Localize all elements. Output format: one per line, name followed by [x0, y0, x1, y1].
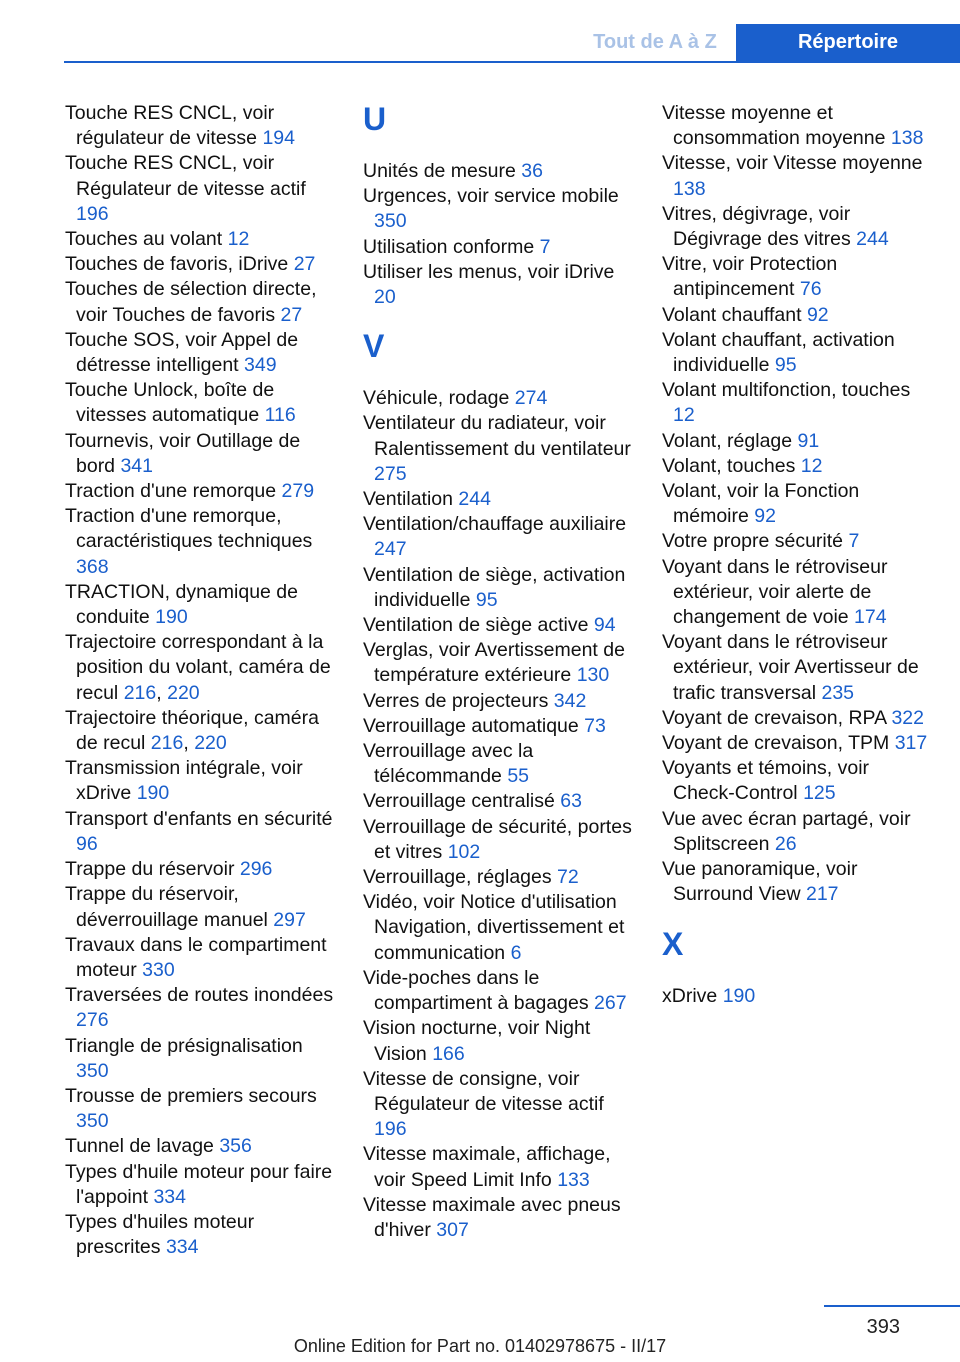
- index-entry-text: Volant multifonction, touches: [662, 379, 911, 402]
- index-entry-text: Ventilation/chauffage auxiliaire: [363, 513, 627, 536]
- index-entry: [662, 706, 934, 731]
- index-entry-text: Ventilation de siège, activation individuelle: [363, 563, 626, 611]
- page-reference-link[interactable]: 63: [560, 790, 582, 813]
- page-reference-link[interactable]: 334: [153, 1185, 186, 1208]
- page-reference-link[interactable]: 276: [76, 1009, 109, 1032]
- section-letter: V: [363, 328, 385, 365]
- index-entry: [65, 277, 337, 327]
- index-entry-text: Tournevis, voir Outillage de bord: [65, 429, 301, 477]
- index-entry: [65, 328, 337, 378]
- page-reference-link[interactable]: 190: [136, 782, 170, 805]
- index-entry: [662, 378, 934, 428]
- index-entry: [363, 890, 635, 966]
- page-reference-link[interactable]: 279: [281, 480, 315, 503]
- page-reference-link[interactable]: 27: [293, 253, 316, 276]
- index-entry-text: Verrouillage de sécurité, portes et vitres: [363, 815, 632, 863]
- index-entry-text: Unités de mesure: [363, 160, 516, 182]
- index-entry-text: Vitesse maximale, affichage, voir Speed Limit Info: [363, 1143, 611, 1191]
- page-reference-link[interactable]: 138: [890, 127, 924, 150]
- page-reference-link[interactable]: 317: [894, 732, 928, 755]
- page-reference-link[interactable]: 92: [754, 505, 776, 528]
- index-entry: [363, 789, 635, 814]
- index-entry-text: Votre propre sécurité: [662, 530, 844, 553]
- index-entry-text: Volant chauffant: [662, 303, 802, 326]
- index-entry-text: xDrive: [662, 984, 718, 1007]
- page-reference-link[interactable]: 322: [891, 706, 924, 729]
- index-entry: [65, 756, 337, 806]
- index-entry: [662, 630, 934, 706]
- index-entry-text: Transmission intégrale, voir xDrive: [65, 757, 303, 805]
- index-entry-text: Voyant dans le rétroviseur extérieur, voir Avertisseur de trafic transversal: [662, 631, 919, 704]
- section-spacer: [363, 310, 635, 328]
- index-entry: [662, 555, 934, 631]
- header-section-tab: Tout de A à Z: [593, 31, 717, 53]
- index-entry: [65, 1084, 337, 1134]
- page-reference-link[interactable]: 12: [673, 404, 695, 427]
- index-entry: [662, 857, 934, 907]
- page-reference-link[interactable]: 26: [774, 832, 797, 855]
- page-reference-link[interactable]: 350: [374, 210, 407, 233]
- index-entry: [65, 151, 337, 227]
- section-letter: X: [662, 925, 684, 962]
- index-entry-text: Ventilation: [363, 488, 453, 511]
- page-reference-link[interactable]: 307: [436, 1218, 469, 1241]
- index-entry: [363, 966, 635, 1016]
- page-reference-link[interactable]: 94: [593, 614, 616, 637]
- index-entry: [65, 429, 337, 479]
- page-reference-link[interactable]: 330: [142, 958, 175, 981]
- page-reference-link[interactable]: 92: [806, 303, 829, 326]
- index-entry-text: Traversées de routes inondées: [65, 984, 334, 1007]
- section-spacer: [363, 368, 635, 386]
- page-reference-link[interactable]: 216: [123, 681, 157, 704]
- index-entry: [662, 252, 934, 302]
- index-column-1: [65, 101, 337, 1260]
- index-entry: [662, 328, 934, 378]
- index-entry: [363, 159, 635, 184]
- index-entry: [662, 756, 934, 806]
- index-entry-text: Vitre, voir Protection antipincement: [662, 253, 838, 301]
- index-entry: [363, 689, 635, 714]
- index-entry: [65, 479, 337, 504]
- index-entry-text: Verrouillage, réglages: [363, 866, 552, 889]
- index-entry: [65, 807, 337, 857]
- page-reference-link[interactable]: 55: [507, 765, 530, 788]
- index-entry-text: Vide-poches dans le compartiment à bagages: [363, 966, 589, 1015]
- page-reference-link[interactable]: 27: [280, 303, 303, 326]
- index-entry-text: Utiliser les menus, voir iDrive: [363, 260, 615, 283]
- index-entry-text: Volant, touches: [662, 454, 796, 477]
- index-entry: [662, 984, 934, 1009]
- index-entry: [662, 807, 934, 857]
- index-entry: [363, 512, 635, 562]
- page-reference-link[interactable]: 349: [244, 354, 277, 377]
- page-reference-link[interactable]: 96: [76, 832, 98, 855]
- index-entry: [65, 504, 337, 580]
- index-column-3: [662, 101, 934, 1009]
- page-reference-link[interactable]: 334: [165, 1236, 199, 1259]
- index-entry-text: Verrouillage automatique: [363, 714, 579, 737]
- index-entry-text: Transport d'enfants en sécurité: [65, 807, 333, 830]
- index-entry: [363, 1067, 635, 1143]
- index-entry-text: Voyant de crevaison, TPM: [662, 732, 890, 755]
- section-spacer: [662, 908, 934, 926]
- index-entry-text: Verrouillage centralisé: [363, 790, 555, 813]
- page-reference-link[interactable]: 72: [557, 866, 579, 889]
- footer-edition-text: Online Edition for Part no. 01402978675 - II/17: [293, 1336, 667, 1356]
- index-entry-text: Touche SOS, voir Appel de détresse intelligent: [65, 328, 299, 377]
- index-entry: [65, 227, 337, 252]
- page-reference-link[interactable]: 76: [799, 278, 822, 301]
- index-entry: [65, 101, 337, 151]
- index-entry: [65, 1034, 337, 1084]
- page-reference-link[interactable]: 356: [219, 1135, 252, 1158]
- page-reference-link[interactable]: 102: [447, 840, 481, 863]
- page-reference-link[interactable]: 190: [155, 606, 188, 629]
- index-entry: [363, 411, 635, 487]
- index-entry-text: Vidéo, voir Notice d'utilisation Navigation, divertissement et communication: [363, 891, 625, 964]
- index-entry: [65, 882, 337, 932]
- page-reference-link[interactable]: 274: [514, 387, 548, 410]
- index-entry: [65, 933, 337, 983]
- page-reference-link[interactable]: 350: [76, 1059, 109, 1082]
- page-reference-link[interactable]: 220: [167, 681, 200, 704]
- index-entry-text: Touche RES CNCL, voir régulateur de vitesse: [65, 102, 275, 150]
- page-reference-link[interactable]: 166: [432, 1042, 465, 1065]
- index-entry: [363, 865, 635, 890]
- index-column-2: [363, 101, 635, 1243]
- index-entry: [363, 1016, 635, 1066]
- index-entry: [662, 202, 934, 252]
- index-entry-text: Vitesse, voir Vitesse moyenne: [662, 152, 923, 175]
- index-entry: [363, 184, 635, 234]
- index-entry-text: Vision nocturne, voir Night Vision: [363, 1017, 591, 1065]
- index-entry-text: Trappe du réservoir, déverrouillage manuel: [65, 883, 268, 931]
- page-reference-link[interactable]: 95: [475, 588, 498, 611]
- page-reference-link[interactable]: 244: [856, 228, 889, 251]
- index-entry-text: Types d'huiles moteur prescrites: [65, 1210, 255, 1259]
- index-entry: [662, 454, 934, 479]
- index-entry-text: TRACTION, dynamique de conduite: [65, 580, 299, 629]
- index-entry: [662, 101, 934, 151]
- page-reference-link[interactable]: 341: [120, 454, 153, 477]
- index-entry-text: Volant, réglage: [662, 429, 793, 452]
- index-entry: [662, 479, 934, 529]
- index-entry-text: Touche RES CNCL, voir Régulateur de vitesse actif: [65, 152, 306, 200]
- index-entry: [363, 638, 635, 688]
- page-reference-link[interactable]: 20: [374, 286, 396, 309]
- page-reference-link[interactable]: 297: [273, 908, 306, 931]
- index-entry-text: Trappe du réservoir: [65, 858, 235, 881]
- index-entry-text: Trousse de premiers secours: [65, 1084, 317, 1107]
- page-reference-link[interactable]: 133: [557, 1168, 590, 1191]
- page-reference-link[interactable]: 174: [854, 606, 887, 629]
- index-entry-text: Vitesse maximale avec pneus d'hiver: [363, 1193, 621, 1241]
- index-entry: [65, 857, 337, 882]
- index-entry-text: Vitesse moyenne et consommation moyenne: [662, 102, 886, 150]
- index-entry: [662, 731, 934, 756]
- section-spacer: [662, 966, 934, 984]
- page-reference-link[interactable]: 350: [76, 1110, 109, 1133]
- section-letter: U: [363, 101, 387, 137]
- page-reference-link[interactable]: 7: [848, 530, 860, 553]
- index-entry-text: Types d'huile moteur pour faire l'appoint: [65, 1160, 333, 1208]
- index-entry: [662, 303, 934, 328]
- index-entry-text: Ventilateur du radiateur, voir Ralentissement du ventilateur: [363, 412, 631, 460]
- page-reference-link[interactable]: 194: [262, 127, 295, 150]
- index-entry-text: Trajectoire correspondant à la position du volant, caméra de recul: [65, 631, 331, 704]
- page-number: 393: [866, 1316, 900, 1338]
- page-reference-link[interactable]: 73: [584, 714, 606, 737]
- index-entry-text: Verres de projecteurs: [363, 689, 549, 712]
- index-entry-text: Vitres, dégivrage, voir Dégivrage des vitres: [662, 202, 851, 251]
- page-reference-link[interactable]: 130: [576, 664, 610, 687]
- page-reference-link[interactable]: 275: [374, 462, 407, 485]
- header-active-tab: Répertoire: [736, 24, 960, 61]
- index-entry-text: Véhicule, rodage: [363, 387, 510, 410]
- page-reference-link[interactable]: 12: [800, 454, 823, 477]
- index-entry-text: Vue panoramique, voir Surround View: [662, 858, 858, 906]
- index-entry-text: Tunnel de lavage: [65, 1135, 214, 1158]
- index-entry: [363, 235, 635, 260]
- index-entry: [65, 252, 337, 277]
- index-entry: [363, 714, 635, 739]
- index-entry: [65, 580, 337, 630]
- index-entry-text: Triangle de présignalisation: [65, 1034, 303, 1057]
- index-entry: [363, 1142, 635, 1192]
- page-reference-link[interactable]: 235: [821, 681, 855, 704]
- index-entry-text: Voyants et témoins, voir Check-Control: [662, 757, 870, 805]
- section-spacer: [363, 141, 635, 159]
- page-reference-link[interactable]: 125: [803, 782, 836, 805]
- index-entry-text: Urgences, voir service mobile: [363, 185, 619, 208]
- page-reference-link[interactable]: 196: [374, 1118, 407, 1141]
- page-reference-link[interactable]: 368: [76, 555, 109, 578]
- page-reference-link[interactable]: 216: [150, 732, 184, 755]
- index-entry-text: Voyant de crevaison, RPA: [662, 706, 887, 729]
- index-entry: [363, 613, 635, 638]
- page-reference-link[interactable]: 296: [239, 858, 273, 881]
- index-entry-text: Verglas, voir Avertissement de température extérieure: [363, 639, 625, 687]
- index-entry-text: Volant chauffant, activation individuelle: [662, 328, 895, 377]
- index-entry: [65, 378, 337, 428]
- index-entry-text: Vitesse de consigne, voir Régulateur de vitesse actif: [363, 1067, 604, 1115]
- index-entry: [363, 1193, 635, 1243]
- index-entry-text: Vue avec écran partagé, voir Splitscreen: [662, 807, 911, 855]
- index-entry: [65, 1210, 337, 1260]
- index-entry-text: Touche Unlock, boîte de vitesses automatique: [65, 379, 275, 427]
- page-reference-link[interactable]: 342: [553, 689, 587, 712]
- index-entry-text: Utilisation conforme: [363, 235, 535, 258]
- index-entry: [662, 151, 934, 201]
- page-reference-link[interactable]: 12: [227, 228, 250, 251]
- page-reference-link[interactable]: 220: [194, 732, 227, 755]
- page-reference-link[interactable]: 36: [521, 160, 543, 182]
- index-entry-text: Trajectoire théorique, caméra de recul: [65, 706, 319, 755]
- index-entry-text: Touches de favoris, iDrive: [65, 253, 289, 276]
- index-entry: [363, 260, 635, 310]
- index-entry: [65, 1160, 337, 1210]
- index-entry-text: Volant, voir la Fonction mémoire: [662, 480, 860, 528]
- index-entry-text: Traction d'une remorque: [65, 480, 277, 503]
- page-reference-link[interactable]: 267: [594, 992, 627, 1015]
- page-reference-link[interactable]: 190: [722, 984, 756, 1007]
- page-reference-link[interactable]: 247: [374, 538, 407, 561]
- index-entry: [363, 739, 635, 789]
- page-reference-link[interactable]: 91: [797, 429, 820, 452]
- index-entry: Trajectoire correspondant à la position du volant, caméra de recul 216, 220: [65, 631, 331, 704]
- index-entry-text: Touches au volant: [65, 228, 223, 251]
- index-entry: [662, 429, 934, 454]
- page-reference-link[interactable]: 7: [539, 235, 551, 258]
- index-entry: [65, 1134, 337, 1159]
- index-entry: [363, 386, 635, 411]
- page-reference-link[interactable]: 196: [76, 202, 109, 225]
- index-entry: [363, 563, 635, 613]
- page-reference-link[interactable]: 217: [805, 883, 839, 906]
- index-entry: [662, 529, 934, 554]
- index-entry: [363, 815, 635, 865]
- page-reference-link[interactable]: 6: [510, 941, 522, 964]
- index-entry-text: Traction d'une remorque, caractéristiques techniques: [65, 505, 313, 553]
- page-reference-link[interactable]: 116: [264, 404, 296, 427]
- page-reference-link[interactable]: 244: [458, 488, 491, 511]
- index-entry-text: Travaux dans le compartiment moteur: [65, 933, 327, 981]
- index-entry-text: Touches de sélection directe, voir Touches de favoris: [65, 278, 317, 326]
- index-entry: [363, 487, 635, 512]
- page-number-rule: [824, 1305, 960, 1307]
- page-reference-link[interactable]: 95: [774, 354, 797, 377]
- index-entry: [65, 983, 337, 1033]
- index-entry-text: Voyant dans le rétroviseur extérieur, voir alerte de changement de voie: [662, 555, 888, 629]
- index-entry-text: Ventilation de siège active: [363, 614, 589, 637]
- index-entry-text: Verrouillage avec la télécommande: [363, 740, 534, 788]
- header-rule: [64, 61, 960, 63]
- index-entry: Trajectoire théorique, caméra de recul 216, 220: [65, 706, 319, 755]
- page-reference-link[interactable]: 138: [673, 177, 706, 200]
